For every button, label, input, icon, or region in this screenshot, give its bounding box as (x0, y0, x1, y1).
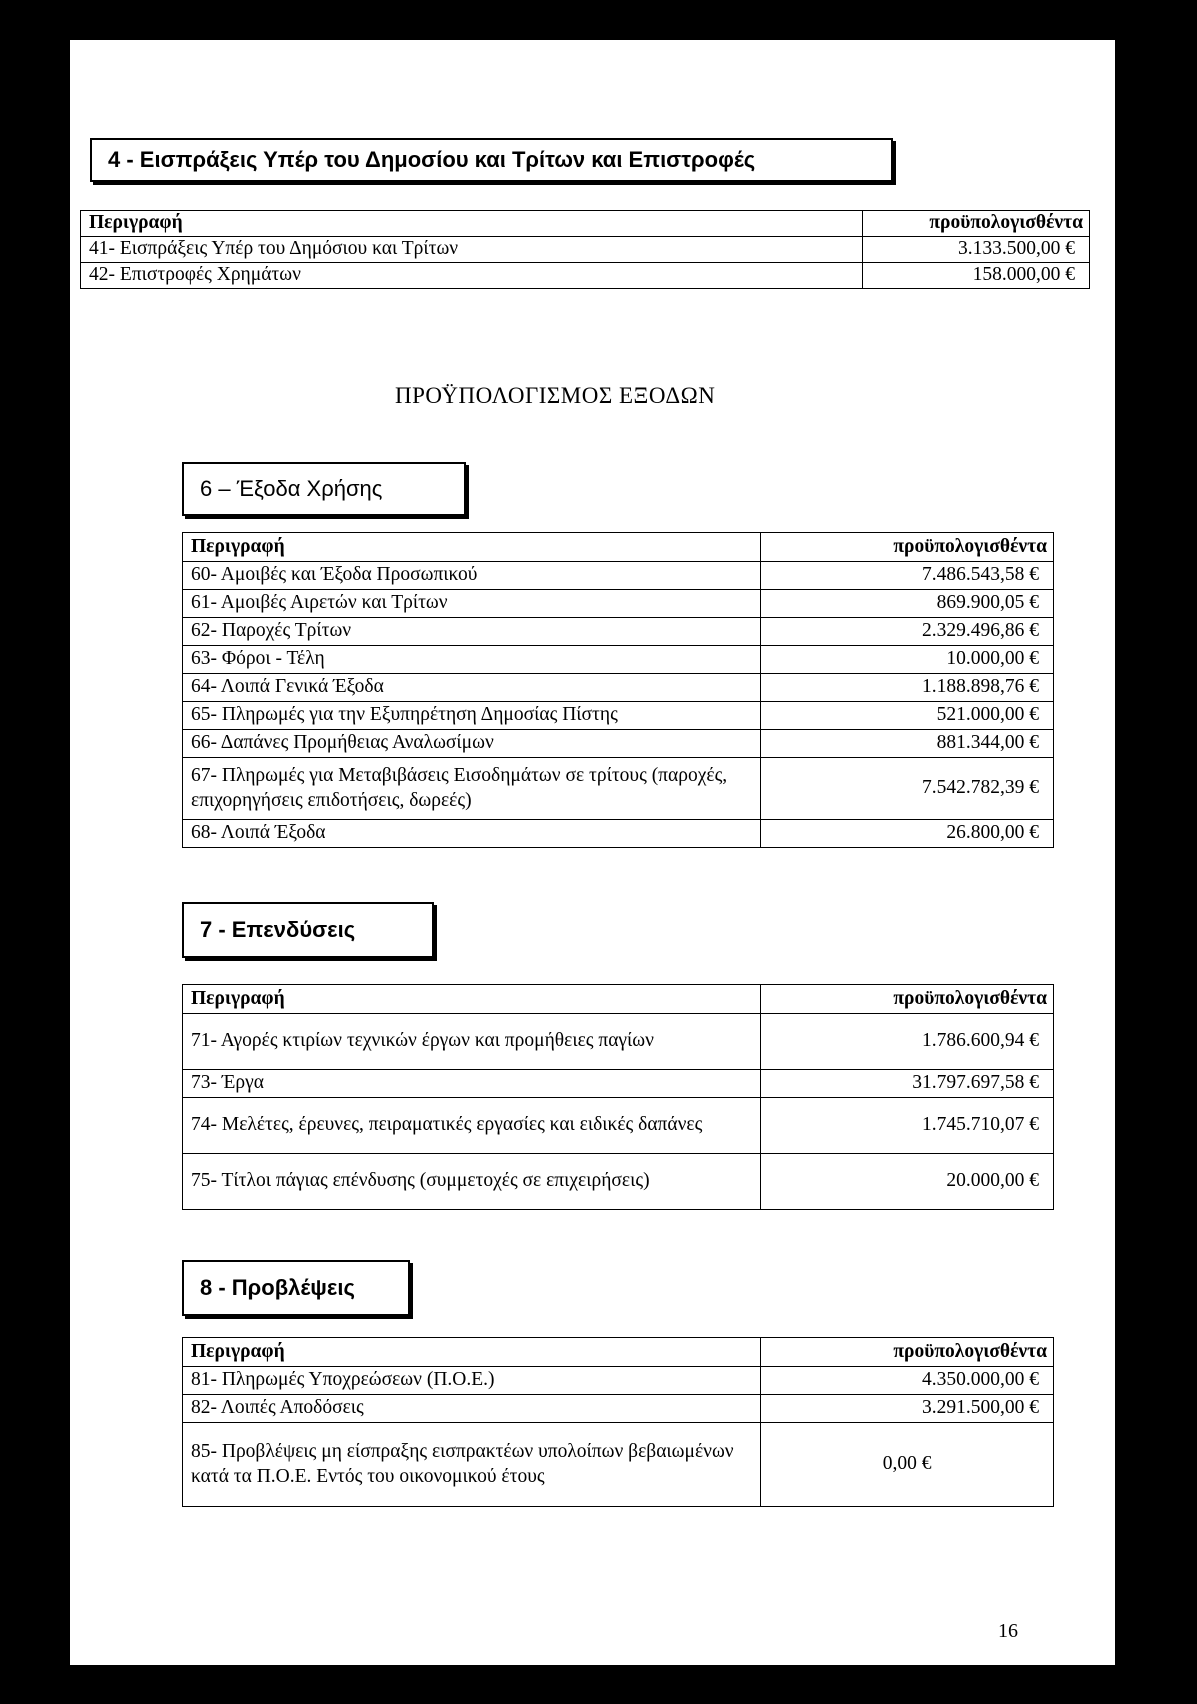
column-header-budgeted: προϋπολογισθέντα (761, 533, 1054, 562)
table-row (183, 1014, 1054, 1070)
table-row (183, 758, 1054, 820)
section-6-title: 6 – Έξοδα Χρήσης (200, 476, 383, 501)
table-row (183, 730, 1054, 758)
section-7-table (182, 984, 1054, 1210)
row-description: 71- Αγορές κτιρίων τεχνικών έργων και προμήθειες παγίων (183, 1014, 761, 1070)
section-4-heading (90, 138, 893, 182)
table-row (183, 1070, 1054, 1098)
table-row (183, 562, 1054, 590)
row-amount: 7.542.782,39 € (761, 758, 1054, 820)
table-row (183, 1098, 1054, 1154)
table-row (183, 702, 1054, 730)
section-7-heading (182, 902, 434, 958)
section-4-table (80, 210, 1090, 289)
column-header-budgeted: προϋπολογισθέντα (863, 211, 1090, 237)
row-description: 74- Μελέτες, έρευνες, πειραματικές εργασίες και ειδικές δαπάνες (183, 1098, 761, 1154)
row-amount: 10.000,00 € (761, 646, 1054, 674)
section-6-table (182, 532, 1054, 848)
row-amount: 521.000,00 € (761, 702, 1054, 730)
table-header-row (183, 985, 1054, 1014)
column-header-description: Περιγραφή (183, 1338, 761, 1367)
row-description: 75- Τίτλοι πάγιας επένδυσης (συμμετοχές σε επιχειρήσεις) (183, 1154, 761, 1210)
column-header-description: Περιγραφή (183, 985, 761, 1014)
row-description: 62- Παροχές Τρίτων (183, 618, 761, 646)
table-row (183, 1367, 1054, 1395)
row-description: 64- Λοιπά Γενικά Έξοδα (183, 674, 761, 702)
table-row (183, 590, 1054, 618)
row-amount: 20.000,00 € (761, 1154, 1054, 1210)
row-description: 60- Αμοιβές και Έξοδα Προσωπικού (183, 562, 761, 590)
table-row (183, 1395, 1054, 1423)
row-description: 42- Επιστροφές Χρημάτων (81, 262, 863, 288)
row-amount: 2.329.496,86 € (761, 618, 1054, 646)
row-description: 68- Λοιπά Έξοδα (183, 820, 761, 848)
table-row (183, 618, 1054, 646)
table-row (183, 674, 1054, 702)
row-amount: 3.291.500,00 € (761, 1395, 1054, 1423)
row-description: 82- Λοιπές Αποδόσεις (183, 1395, 761, 1423)
row-description: 73- Έργα (183, 1070, 761, 1098)
expenses-budget-title: ΠΡΟΫΠΟΛΟΓΙΣΜΟΣ ΕΞΟΔΩΝ (395, 383, 716, 408)
table-row (183, 646, 1054, 674)
row-description: 81- Πληρωμές Υποχρεώσεων (Π.Ο.Ε.) (183, 1367, 761, 1395)
table-header-row (183, 533, 1054, 562)
row-amount: 4.350.000,00 € (761, 1367, 1054, 1395)
column-header-budgeted: προϋπολογισθέντα (761, 985, 1054, 1014)
row-description: 66- Δαπάνες Προμήθειας Αναλωσίμων (183, 730, 761, 758)
row-amount: 3.133.500,00 € (863, 237, 1090, 263)
row-description: 61- Αμοιβές Αιρετών και Τρίτων (183, 590, 761, 618)
row-amount: 158.000,00 € (863, 262, 1090, 288)
section-8-title: 8 - Προβλέψεις (200, 1275, 355, 1300)
row-amount: 1.188.898,76 € (761, 674, 1054, 702)
column-header-description: Περιγραφή (183, 533, 761, 562)
column-header-description: Περιγραφή (81, 211, 863, 237)
section-6-heading (182, 462, 466, 516)
table-row (183, 820, 1054, 848)
row-amount: 1.745.710,07 € (761, 1098, 1054, 1154)
section-4-title: 4 - Εισπράξεις Υπέρ του Δημοσίου και Τρίτων και Επιστροφές (108, 147, 756, 172)
row-amount: 0,00 € (761, 1423, 1054, 1507)
section-7-title: 7 - Επενδύσεις (200, 917, 356, 942)
table-row (183, 1423, 1054, 1507)
row-description: 63- Φόροι - Τέλη (183, 646, 761, 674)
row-amount: 869.900,05 € (761, 590, 1054, 618)
table-header-row (81, 211, 1090, 237)
row-description: 41- Εισπράξεις Υπέρ του Δημόσιου και Τρίτων (81, 237, 863, 263)
table-row (81, 237, 1090, 263)
row-description: 67- Πληρωμές για Μεταβιβάσεις Εισοδημάτων σε τρίτους (παροχές, επιχορηγήσεις επιδοτήσεις, δωρεές) (183, 758, 761, 820)
document-page (70, 40, 1115, 1665)
row-amount: 31.797.697,58 € (761, 1070, 1054, 1098)
column-header-budgeted: προϋπολογισθέντα (761, 1338, 1054, 1367)
row-amount: 1.786.600,94 € (761, 1014, 1054, 1070)
page-number: 16 (998, 1620, 1018, 1642)
table-row (81, 262, 1090, 288)
table-header-row (183, 1338, 1054, 1367)
section-8-heading (182, 1260, 410, 1316)
row-description: 65- Πληρωμές για την Εξυπηρέτηση Δημοσίας Πίστης (183, 702, 761, 730)
row-amount: 7.486.543,58 € (761, 562, 1054, 590)
row-amount: 881.344,00 € (761, 730, 1054, 758)
row-description: 85- Προβλέψεις μη είσπραξης εισπρακτέων υπολοίπων βεβαιωμένων κατά τα Π.Ο.Ε. Εντός του οικονομικού έτους (183, 1423, 761, 1507)
table-row (183, 1154, 1054, 1210)
section-8-table (182, 1337, 1054, 1507)
row-amount: 26.800,00 € (761, 820, 1054, 848)
